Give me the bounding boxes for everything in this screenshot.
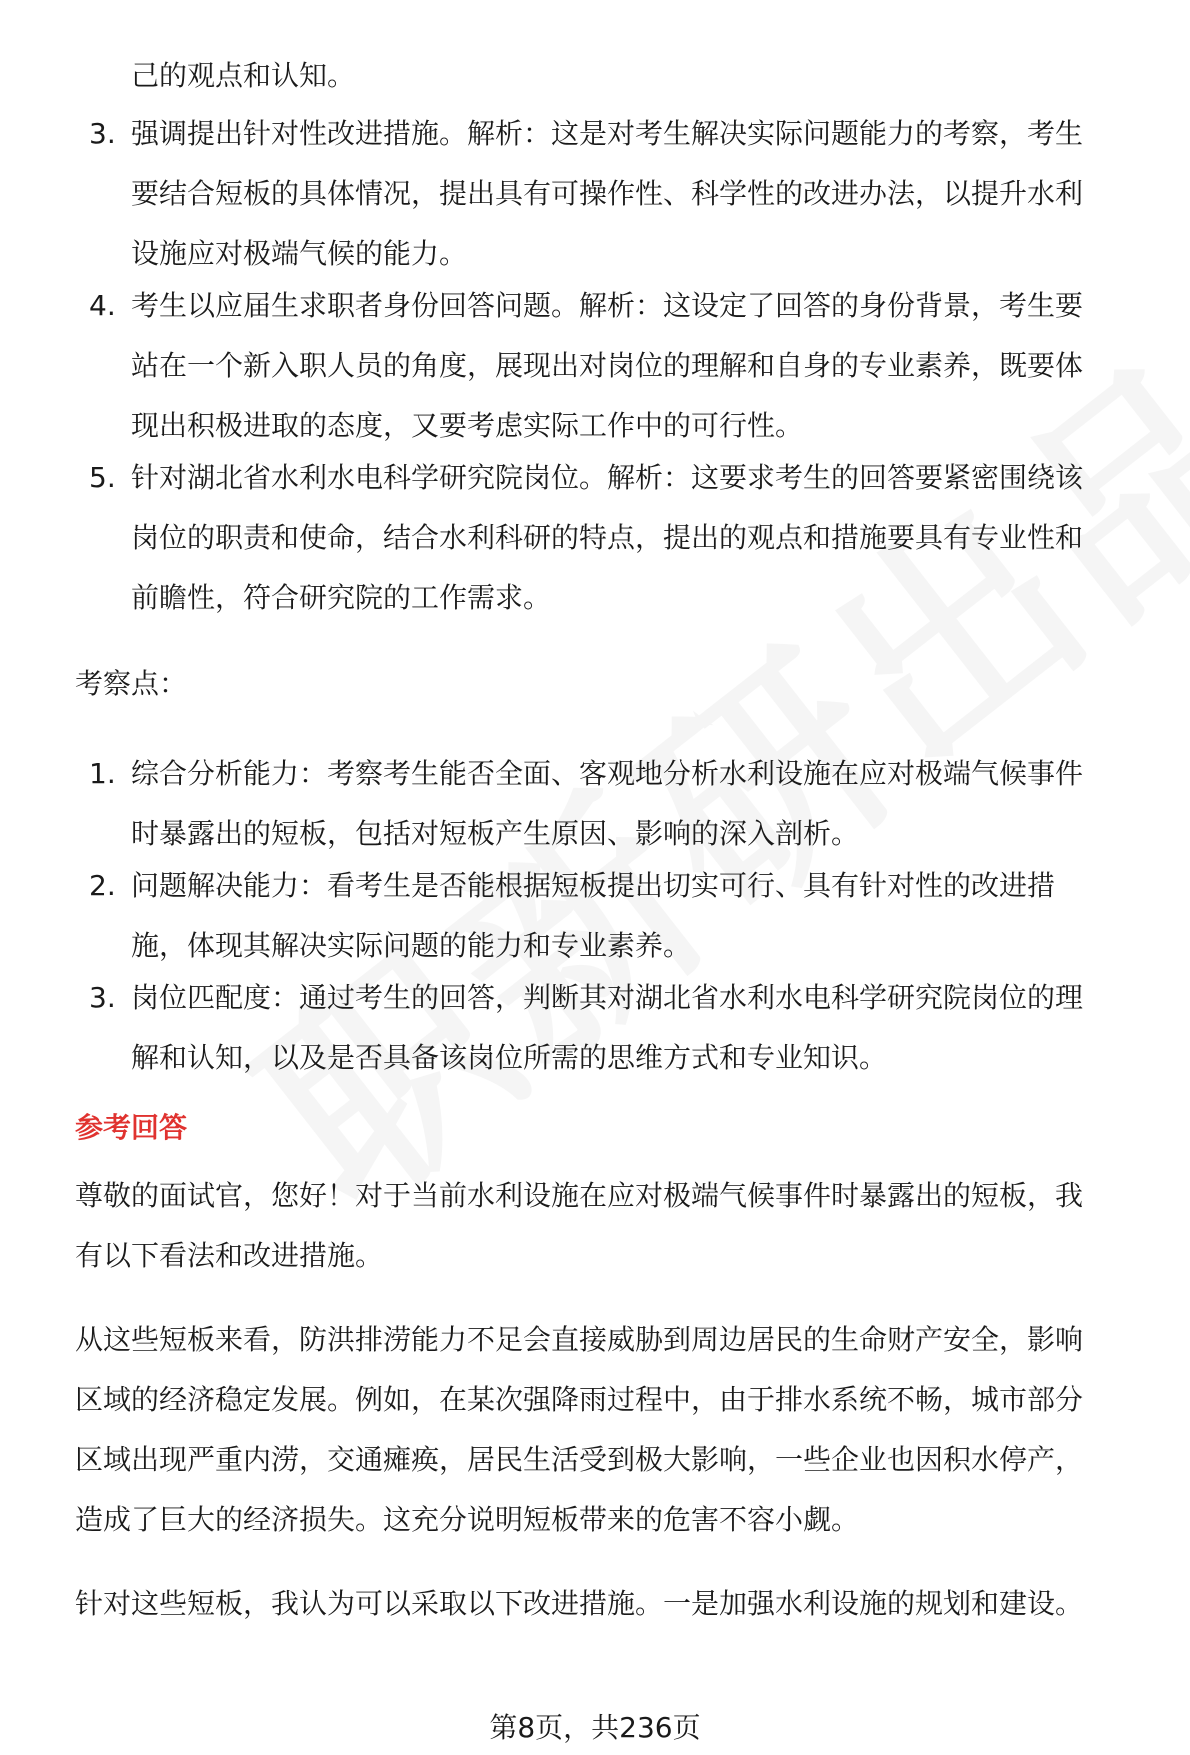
- list-line: 岗位匹配度：通过考生的回答，判断其对湖北省水利水电科学研究院岗位的理: [131, 981, 1084, 1014]
- paragraph-line: 尊敬的面试官，您好！对于当前水利设施在应对极端气候事件时暴露出的短板，我: [75, 1179, 1084, 1212]
- list-line: 针对湖北省水利水电科学研究院岗位。解析：这要求考生的回答要紧密围绕该: [131, 461, 1084, 494]
- list-number: 4.: [89, 289, 116, 322]
- list-item: [75, 968, 1157, 1088]
- paragraph-line: 区域出现严重内涝，交通瘫痪，居民生活受到极大影响，一些企业也因积水停产，: [75, 1443, 1084, 1476]
- list-line: 要结合短板的具体情况，提出具有可操作性、科学性的改进办法，以提升水利: [131, 177, 1084, 210]
- reference-answer-heading: 参考回答: [75, 1111, 188, 1144]
- list-item: [75, 856, 1157, 976]
- document-content: [75, 46, 1157, 1634]
- list-line: 前瞻性，符合研究院的工作需求。: [131, 581, 552, 614]
- list-line: 施，体现其解决实际问题的能力和专业素养。: [131, 929, 692, 962]
- list-line: 站在一个新入职人员的角度，展现出对岗位的理解和自身的专业素养，既要体: [131, 349, 1084, 382]
- assessment-list: [75, 744, 1157, 1088]
- list-item: [75, 104, 1157, 284]
- answer-paragraph: [75, 1310, 1157, 1550]
- paragraph-line: 有以下看法和改进措施。: [75, 1239, 384, 1272]
- list-line: 现出积极进取的态度，又要考虑实际工作中的可行性。: [131, 409, 804, 442]
- paragraph-line: 针对这些短板，我认为可以采取以下改进措施。一是加强水利设施的规划和建设。: [75, 1587, 1084, 1620]
- paragraph-line: 造成了巨大的经济损失。这充分说明短板带来的危害不容小觑。: [75, 1503, 860, 1536]
- list-number: 3.: [89, 981, 116, 1014]
- list-line: 综合分析能力：考察考生能否全面、客观地分析水利设施在应对极端气候事件: [131, 757, 1084, 790]
- list-line: 岗位的职责和使命，结合水利科研的特点，提出的观点和措施要具有专业性和: [131, 521, 1084, 554]
- list-line: 考生以应届生求职者身份回答问题。解析：这设定了回答的身份背景，考生要: [131, 289, 1084, 322]
- list-line: 解和认知，以及是否具备该岗位所需的思维方式和专业知识。: [131, 1041, 888, 1074]
- requirements-list: [75, 104, 1157, 628]
- answer-paragraph: [75, 1574, 1157, 1634]
- list-item: [75, 276, 1157, 456]
- list-line: 时暴露出的短板，包括对短板产生原因、影响的深入剖析。: [131, 817, 860, 850]
- list-number: 3.: [89, 117, 116, 150]
- list-line: 设施应对极端气候的能力。: [131, 237, 468, 270]
- list-item: [75, 448, 1157, 628]
- list-item: [75, 744, 1157, 864]
- assessment-label: 考察点：: [75, 667, 188, 700]
- continuation-line: 己的观点和认知。: [131, 59, 356, 92]
- page-footer: 第8页，共236页: [489, 1711, 701, 1744]
- paragraph-line: 区域的经济稳定发展。例如，在某次强降雨过程中，由于排水系统不畅，城市部分: [75, 1383, 1084, 1416]
- list-number: 5.: [89, 461, 116, 494]
- paragraph-line: 从这些短板来看，防洪排涝能力不足会直接威胁到周边居民的生命财产安全，影响: [75, 1323, 1084, 1356]
- list-line: 问题解决能力：看考生是否能根据短板提出切实可行、具有针对性的改进措: [131, 869, 1056, 902]
- list-number: 2.: [89, 869, 116, 902]
- list-line: 强调提出针对性改进措施。解析：这是对考生解决实际问题能力的考察，考生: [131, 117, 1084, 150]
- list-number: 1.: [89, 757, 116, 790]
- answer-paragraph: [75, 1166, 1157, 1286]
